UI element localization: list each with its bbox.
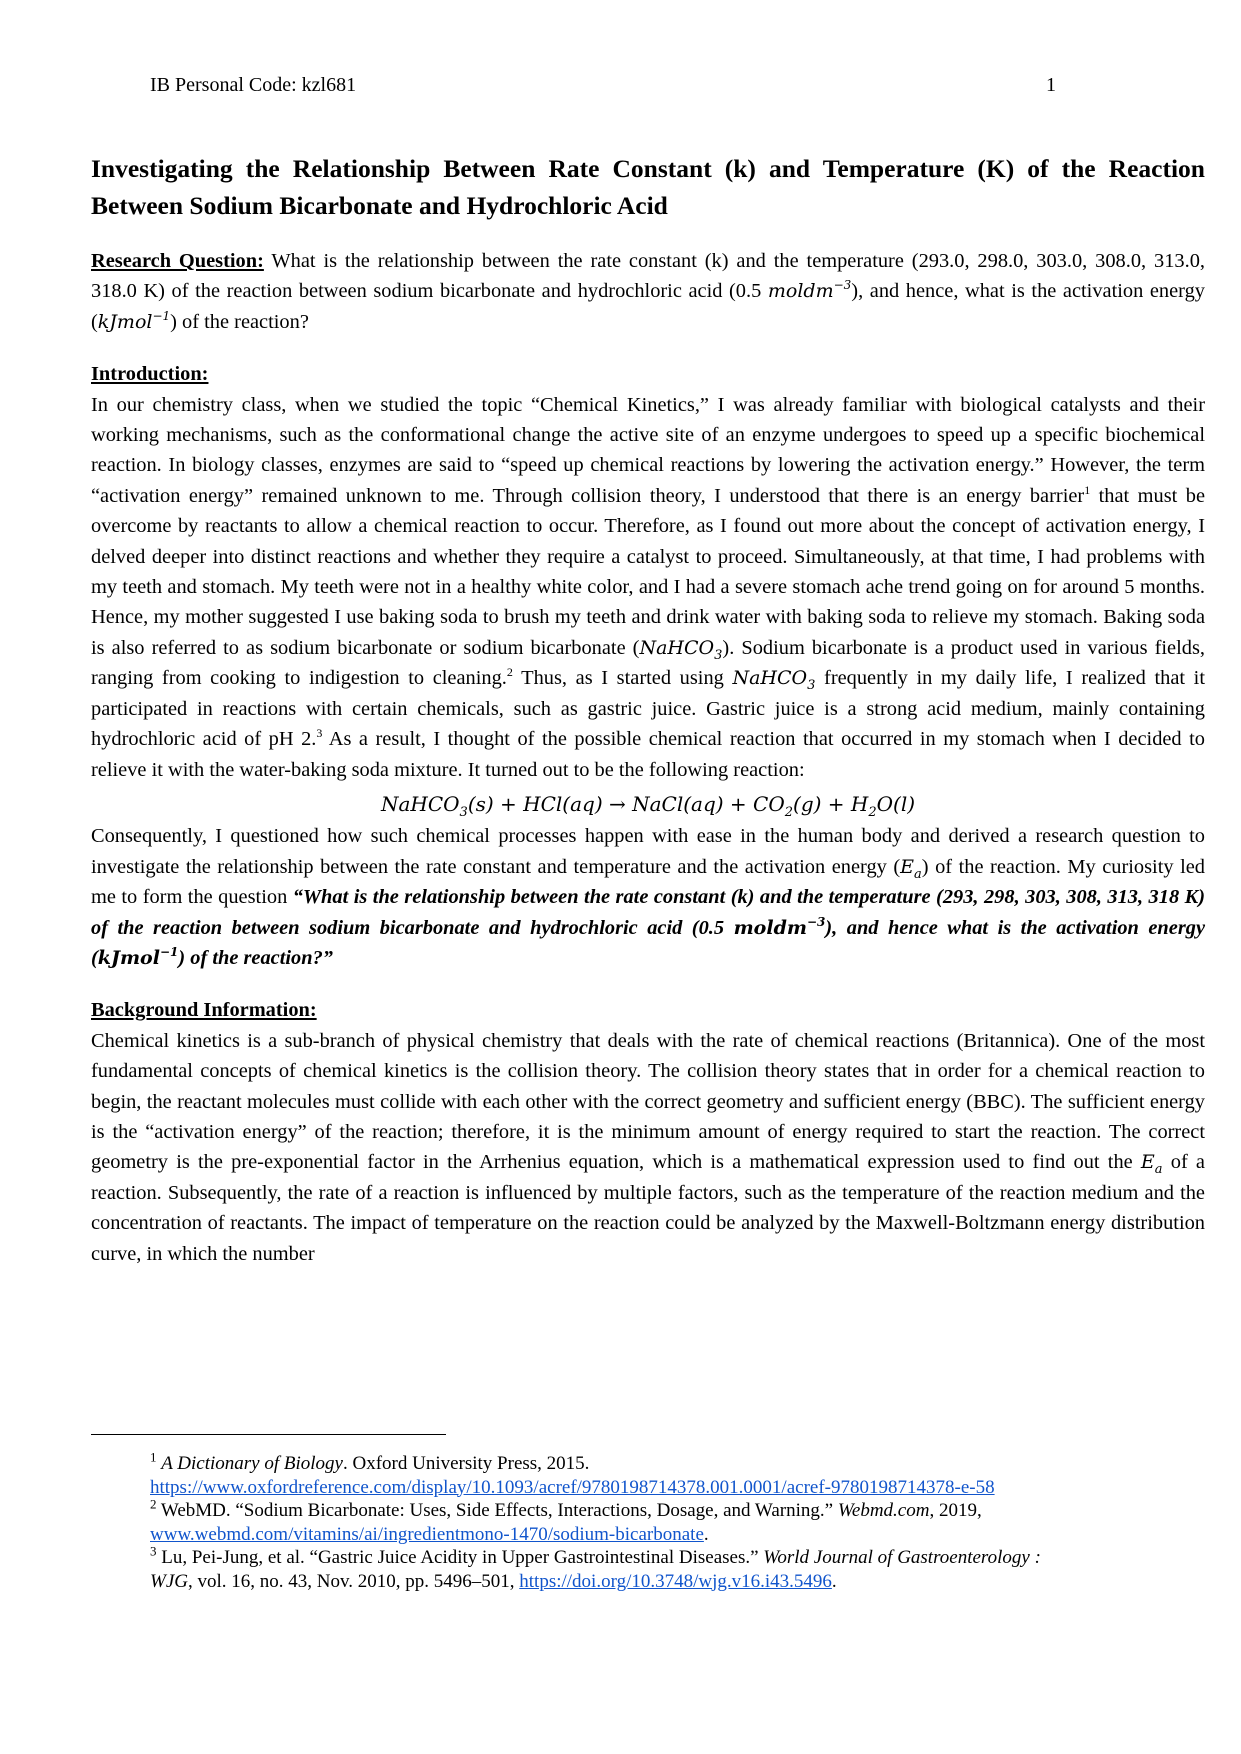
footnote-ref-1[interactable]: 1 <box>1084 483 1091 498</box>
footnote-3: $^3$ Lu, Pei-Jung, et al. “Gastric Juice Acidity in Upper Gastrointestinal Diseases.” World Journal of Gastroenterology : WJG, vol. 16, no. 43, Nov. 2010, pp. 5496–501, https://doi.org/10.3748/wjg.v16.i43.5496. <box>150 1543 1041 1592</box>
footnote-2-link[interactable]: www.webmd.com/vitamins/ai/ingredientmono-1470/sodium-bicarbonate <box>150 1523 704 1545</box>
introduction-paragraph: In our chemistry class, when we studied the topic “Chemical Kinetics,” I was already familiar with biological catalysts and their working mechanisms, such as the conformational change the active site of an enzyme undergoes to speed up a specific biochemical reaction. In biology classes, enzymes are said to “speed up chemical reactions by lowering the activation energy.” However, the term “activation energy” remained unknown to me. Through collision theory, I understood that there is an energy barrier$^1$ that must be overcome by reactants to allow a chemical reaction to occur. Therefore, as I found out more about the concept of activation energy, I delved deeper into distinct reactions and whether they require a catalyst to proceed. Simultaneously, at that time, I had problems with my teeth and stomach. My teeth were not in a healthy white color, and I had a severe stomach ache trend going on for around 5 months. Hence, my mother suggested I use baking soda to brush my teeth and drink water with baking soda to relieve my stomach. Baking soda is also referred to as sodium bicarbonate or sodium bicarbonate (NaHCO$_3$). Sodium bicarbonate is a product used in various fields, ranging from cooking to indigestion to cleaning.$^2$ Thus, as I started using NaHCO$_3$ frequently in my daily life, I realized that it participated in reactions with certain chemicals, such as gastric juice. Gastric juice is a strong acid medium, mainly containing hydrochloric acid of pH 2.$^3$ As a result, I thought of the possible chemical reaction that occurred in my stomach when I decided to relieve it with the water-baking soda mixture. It turned out to be the following reaction: <box>91 393 1206 781</box>
document-title: Investigating the Relationship Between Rate Constant (k) and Temperature (K) of the Reaction Between Sodium Bicarbonate and Hydrochloric Acid <box>91 154 1205 220</box>
footnote-ref-3[interactable]: 3 <box>316 726 323 741</box>
research-question: Research Question: What is the relationship between the rate constant (k) and the temperature (293.0, 298.0, 303.0, 308.0, 313.0, 318.0 K) of the reaction between sodium bicarbonate and hydrochloric acid (0.5 moldm$^{-3}$), and hence, what is the activation energy (kJmol$^{-1}$) of the reaction? <box>91 250 1205 333</box>
research-question-heading: Research Question: <box>91 250 264 272</box>
reaction-equation: NaHCO$_3$(s) + HCl(aq) → NaCl(aq) + $CO_2(g) + H_2O(l)$ <box>380 791 916 820</box>
personal-code: IB Personal Code: kzl681 <box>150 74 357 96</box>
page-header <box>150 74 1056 104</box>
introduction-heading: Introduction: <box>91 363 209 386</box>
footnote-divider <box>91 1434 446 1435</box>
footnote-1: $^1$ A Dictionary of Biology. Oxford University Press, 2015. https://www.oxfordreference.com/display/10.1093/acref/9780198714378.001.0001/acref-9780198714378-e-58 <box>150 1449 995 1498</box>
background-paragraph: Chemical kinetics is a sub-branch of physical chemistry that deals with the rate of chemical reactions (Britannica). One of the most fundamental concepts of chemical kinetics is the collision theory. The collision theory states that in order for a chemical reaction to begin, the reactant molecules must collide with each other with the correct geometry and sufficient energy (BBC). The sufficient energy is the “activation energy” of the reaction; therefore, it is the minimum amount of energy required to start the reaction. The correct geometry is the pre-exponential factor in the Arrhenius equation, which is a mathematical expression used to find out the $E_a$ of a reaction. Subsequently, the rate of a reaction is influenced by multiple factors, such as the temperature of the reaction medium and the concentration of reactants. The impact of temperature on the reaction could be analyzed by the Maxwell-Boltzmann energy distribution curve, in which the number <box>91 1029 1205 1265</box>
footnote-ref-2[interactable]: 2 <box>506 665 513 680</box>
introduction-paragraph-2: Consequently, I questioned how such chemical processes happen with ease in the human body and derived a research question to investigate the relationship between the rate constant and temperature and the activation energy $(E_a)$ of the reaction. My curiosity led me to form the question “What is the relationship between the rate constant (k) and the temperature (293, 298, 303, 308, 313, 318 K) of the reaction between sodium bicarbonate and hydrochloric acid (0.5 moldm$^{-3}$), and hence what is the activation energy (kJmol$^{-1}$) of the reaction?” <box>91 825 1205 969</box>
background-heading: Background Information: <box>91 999 317 1022</box>
main-content <box>91 150 1205 1269</box>
footnotes <box>150 1449 1080 1593</box>
page-number: 1 <box>1046 74 1056 96</box>
research-question-restated: “What is the relationship between the rate constant (k) and the temperature (293, 298, 303, 308, 313, 318 K) of the reaction between sodium bicarbonate and hydrochloric acid (0.5 moldm$^{-3}$), and hence what is the activation energy (kJmol$^{-1}$) of the reaction?” <box>91 886 1205 969</box>
footnote-2: $^2$ WebMD. “Sodium Bicarbonate: Uses, Side Effects, Interactions, Dosage, and Warning.” Webmd.com, 2019, www.webmd.com/vitamins/ai/ingredientmono-1470/sodium-bicarbonate. <box>150 1496 982 1545</box>
footnote-3-link[interactable]: https://doi.org/10.3748/wjg.v16.i43.5496 <box>519 1570 832 1592</box>
footnote-1-link[interactable]: https://www.oxfordreference.com/display/10.1093/acref/9780198714378.001.0001/acref-9780198714378-e-58 <box>150 1476 995 1498</box>
